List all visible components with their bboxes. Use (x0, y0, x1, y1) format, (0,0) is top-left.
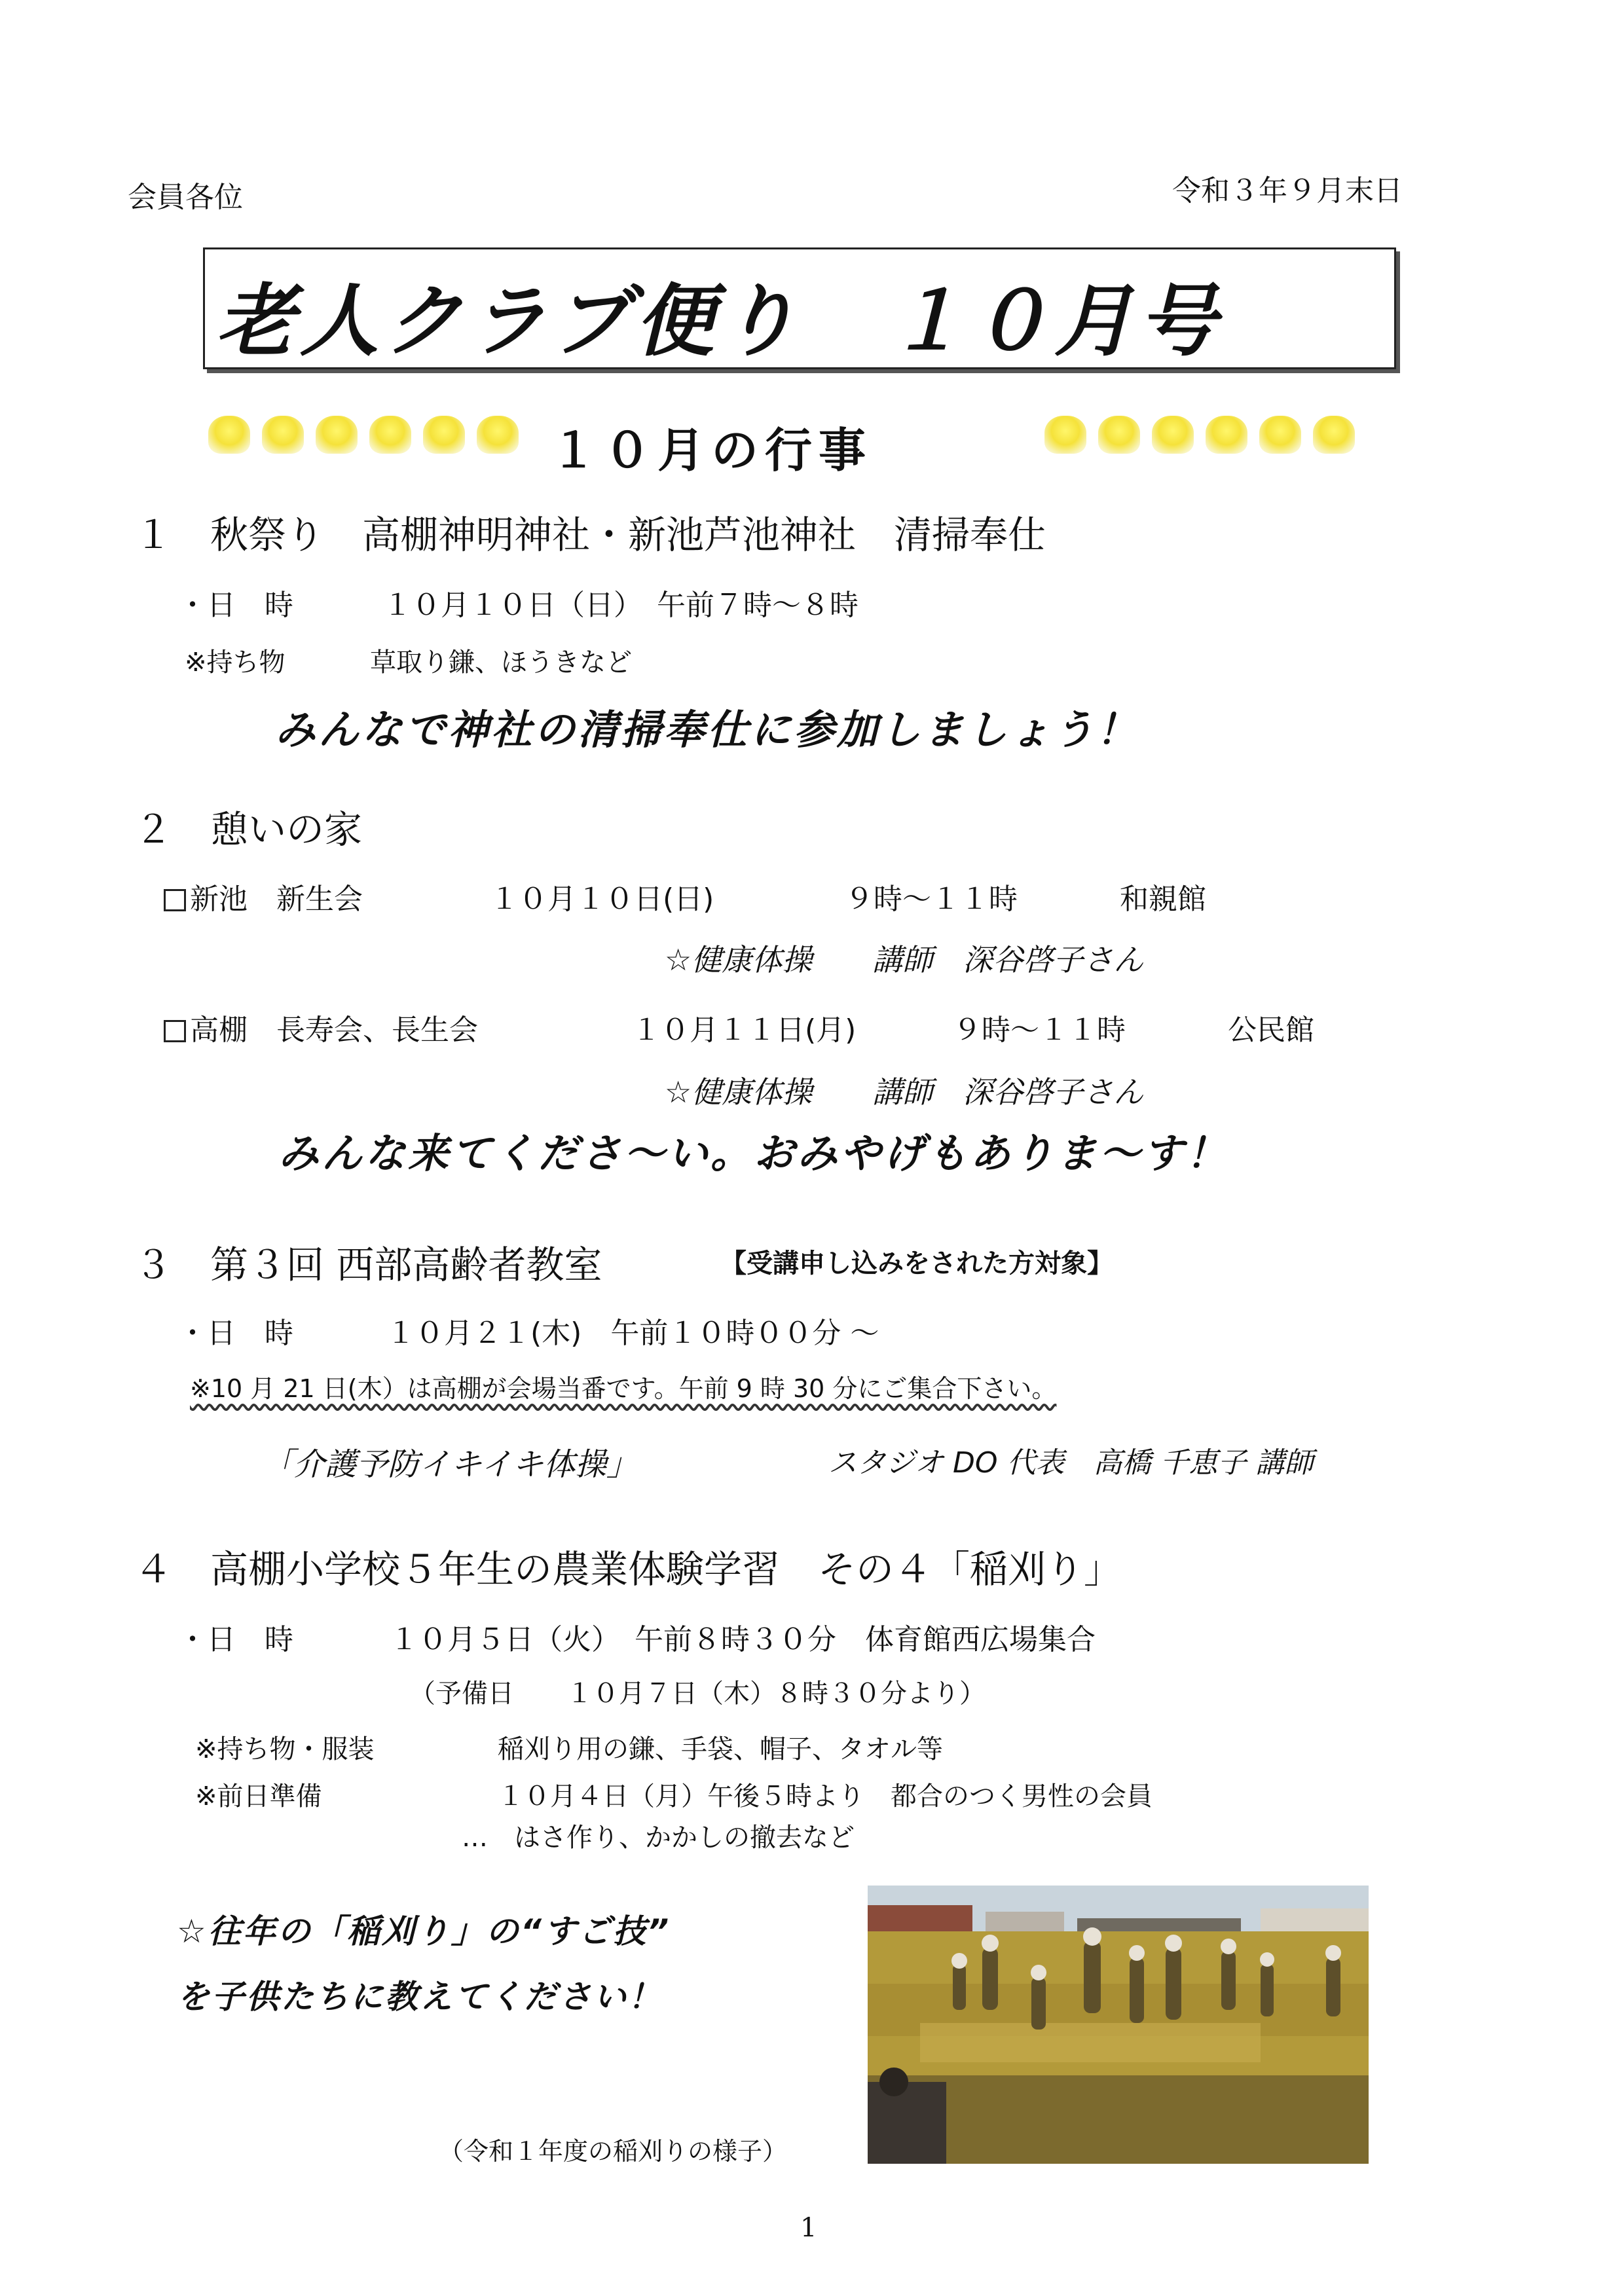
events-heading: １０月の行事 (550, 423, 873, 478)
section1-items-label: ※持ち物 (185, 647, 286, 678)
section2-row2-note: ☆健康体操 講師 深谷啓子さん (665, 1074, 1144, 1110)
section2-row1-time: ９時～１１時 (845, 883, 1018, 916)
section2-heading: ２ 憩いの家 (134, 807, 363, 852)
section3-lecturer: スタジオ DO 代表 高橋 千恵子 講師 (828, 1446, 1314, 1480)
recipients: 会員各位 (128, 181, 243, 214)
newsletter-title: 老人クラブ便り １０月号 (216, 276, 1222, 367)
sparkle-decoration-left (208, 416, 519, 454)
section2-slogan: みんな来てくださ～い。おみやげもありま～す！ (278, 1129, 1230, 1177)
section2-row2-venue: 公民館 (1228, 1013, 1314, 1047)
section1-slogan: みんなで神社の清掃奉仕に参加しましょう！ (275, 706, 1140, 754)
section2-row1-place: 新池 新生会 (164, 875, 363, 917)
section4-reserve-day: （予備日 １０月７日（木）８時３０分より） (409, 1679, 986, 1709)
section3-date-label: ・日 時 (178, 1317, 293, 1350)
rice-harvest-photo (868, 1886, 1369, 2164)
section3-program: 「介護予防イキイキ体操」 (262, 1446, 638, 1483)
section4-prep-value2: … はさ作り、かかしの撤去など (462, 1823, 855, 1853)
section3-date-value: １０月２１(木) 午前１０時００分 ～ (386, 1317, 879, 1350)
section1-heading: １ 秋祭り 高棚神明神社・新池芦池神社 清掃奉仕 (134, 513, 1046, 557)
page-number: 1 (800, 2213, 817, 2243)
checkbox-icon (164, 1020, 186, 1042)
section1-date-value: １０月１０日（日） 午前７時～８時 (383, 589, 858, 622)
section4-items-value: 稲刈り用の鎌、手袋、帽子、タオル等 (498, 1734, 943, 1764)
section2-row2-place: 高棚 長寿会、長生会 (164, 1006, 478, 1048)
section3-heading: ３ 第３回 西部高齢者教室 (134, 1243, 602, 1287)
section4-prep-value: １０月４日（月）午後５時より 都合のつく男性の会員 (498, 1781, 1153, 1812)
section4-slogan-line2: を子供たちに教えてください！ (177, 1978, 663, 2016)
photo-caption: （令和１年度の稲刈りの様子） (439, 2137, 788, 2166)
section3-target-tag: 【受講申し込みをされた方対象】 (720, 1248, 1113, 1279)
checkbox-icon (164, 889, 186, 911)
section2-row1-date: １０月１０日(日) (490, 883, 714, 916)
section4-prep-label: ※前日準備 (195, 1781, 322, 1812)
section1-items-value: 草取り鎌、ほうきなど (370, 647, 632, 678)
section4-date-label: ・日 時 (178, 1623, 293, 1656)
section4-items-label: ※持ち物・服装 (195, 1734, 375, 1764)
section2-row2-date: １０月１１日(月) (632, 1013, 857, 1047)
section1-date-label: ・日 時 (178, 589, 293, 622)
section4-date-value: １０月５日（火） 午前８時３０分 体育館西広場集合 (390, 1623, 1096, 1656)
issue-date: 令和３年９月末日 (1172, 174, 1403, 208)
rice-field-image (868, 1886, 1369, 2164)
section2-row1-note: ☆健康体操 講師 深谷啓子さん (665, 942, 1144, 977)
section3-notice: ※10 月 21 日(木）は高棚が会場当番です。午前 9 時 30 分にご集合下さい。 (190, 1374, 1057, 1403)
section4-slogan-line1: ☆往年の「稲刈り」の“すご技” (177, 1912, 671, 1950)
sparkle-decoration-right (1044, 416, 1355, 454)
section2-row2-time: ９時～１１時 (953, 1013, 1126, 1047)
section2-row1-venue: 和親館 (1120, 883, 1206, 916)
section4-heading: ４ 高棚小学校５年生の農業体験学習 その４「稲刈り」 (134, 1547, 1122, 1592)
